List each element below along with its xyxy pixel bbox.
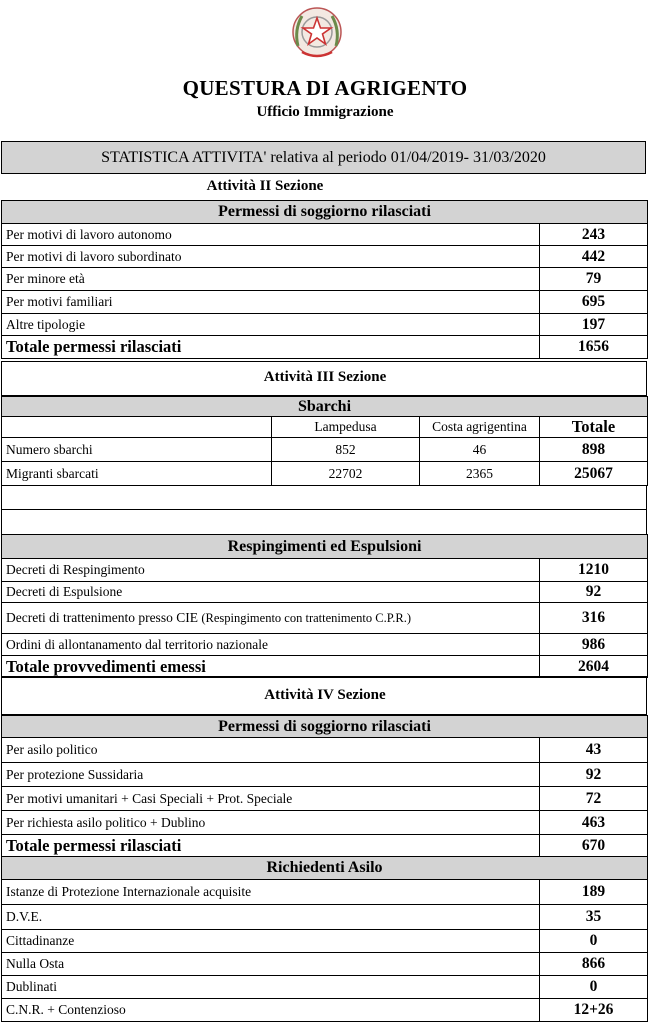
row-label: Cittadinanze — [2, 930, 540, 953]
row-label: Per motivi di lavoro subordinato — [2, 246, 540, 268]
row-label: Migranti sbarcati — [2, 462, 272, 486]
row-value: 35 — [540, 905, 648, 930]
row-value: 92 — [540, 763, 648, 787]
sec2-table — [1, 200, 648, 359]
total-value: 2604 — [540, 656, 648, 678]
row-value: 866 — [540, 953, 648, 976]
row-label: Per motivi umanitari + Casi Speciali + Prot. Speciale — [2, 787, 540, 811]
empty-row — [1, 485, 647, 510]
table-row — [2, 559, 648, 582]
row-value: 79 — [540, 268, 648, 291]
total-label: Totale permessi rilasciati — [2, 336, 540, 359]
row-label: Altre tipologie — [2, 314, 540, 336]
total-value: 1656 — [540, 336, 648, 359]
row-label: Nulla Osta — [2, 953, 540, 976]
total-row — [2, 656, 648, 678]
table-header-row — [2, 857, 648, 880]
row-value: 1210 — [540, 559, 648, 582]
sec4-heading: Permessi di soggiorno rilasciati — [2, 716, 648, 738]
empty-row — [1, 509, 647, 535]
table-header-row — [2, 201, 648, 224]
table-row — [2, 905, 648, 930]
row-value: 189 — [540, 880, 648, 905]
table-row — [2, 953, 648, 976]
row-value: 92 — [540, 582, 648, 603]
row-label: Istanze di Protezione Internazionale acquisite — [2, 880, 540, 905]
sbarchi-heading: Sbarchi — [2, 397, 648, 417]
row-costa: 2365 — [420, 462, 540, 486]
sec4-table — [1, 715, 648, 1022]
row-label: Per motivi di lavoro autonomo — [2, 224, 540, 246]
table-row — [2, 763, 648, 787]
row-value: 243 — [540, 224, 648, 246]
table-row — [2, 880, 648, 905]
row-value: 0 — [540, 976, 648, 999]
row-label: Dublinati — [2, 976, 540, 999]
section-iii-label: Attività III Sezione — [263, 369, 387, 385]
sbarchi-table — [1, 396, 648, 486]
table-row — [2, 582, 648, 603]
total-label: Totale provvedimenti emessi — [2, 656, 540, 678]
table-row — [2, 787, 648, 811]
row-lampedusa: 852 — [272, 438, 420, 462]
table-row — [2, 246, 648, 268]
column-header-lampedusa: Lampedusa — [272, 417, 420, 438]
table-row — [2, 930, 648, 953]
sec2-heading: Permessi di soggiorno rilasciati — [2, 201, 648, 224]
table-row — [2, 224, 648, 246]
row-label-note: (Respingimento con trattenimento C.P.R.) — [201, 611, 412, 625]
column-header-totale: Totale — [540, 417, 648, 438]
respingimenti-table — [1, 534, 648, 678]
empty-header-cell — [2, 417, 272, 438]
row-value: 12+26 — [540, 999, 648, 1022]
table-row — [2, 603, 648, 634]
column-header-costa: Costa agrigentina — [420, 417, 540, 438]
table-row — [2, 314, 648, 336]
row-lampedusa: 22702 — [272, 462, 420, 486]
row-label: Decreti di Espulsione — [2, 582, 540, 603]
row-value: 197 — [540, 314, 648, 336]
table-row — [2, 999, 648, 1022]
respingimenti-heading: Respingimenti ed Espulsioni — [2, 535, 648, 559]
total-value: 670 — [540, 835, 648, 857]
table-row — [2, 811, 648, 835]
row-label: C.N.R. + Contenzioso — [2, 999, 540, 1022]
table-row — [2, 634, 648, 656]
row-label-text: Decreti di trattenimento presso CIE — [6, 610, 198, 625]
row-label: D.V.E. — [2, 905, 540, 930]
row-value: 72 — [540, 787, 648, 811]
page-title: QUESTURA DI AGRIGENTO — [182, 76, 468, 100]
row-value: 0 — [540, 930, 648, 953]
total-label: Totale permessi rilasciati — [2, 835, 540, 857]
table-header-row — [2, 535, 648, 559]
row-label: Per richiesta asilo politico + Dublino — [2, 811, 540, 835]
table-row — [2, 291, 648, 314]
emblem-icon — [286, 2, 348, 64]
table-row — [2, 976, 648, 999]
richiedenti-heading: Richiedenti Asilo — [2, 857, 648, 880]
row-value: 43 — [540, 738, 648, 763]
row-label: Per asilo politico — [2, 738, 540, 763]
row-label: Decreti di Respingimento — [2, 559, 540, 582]
row-value: 316 — [540, 603, 648, 634]
row-value: 695 — [540, 291, 648, 314]
row-totale: 25067 — [540, 462, 648, 486]
row-label: Ordini di allontanamento dal territorio nazionale — [2, 634, 540, 656]
row-label: Per protezione Sussidaria — [2, 763, 540, 787]
table-header-row — [2, 397, 648, 417]
row-totale: 898 — [540, 438, 648, 462]
row-label: Numero sbarchi — [2, 438, 272, 462]
row-value: 442 — [540, 246, 648, 268]
total-row — [2, 336, 648, 359]
table-row — [2, 738, 648, 763]
column-header-row — [2, 417, 648, 438]
table-row — [2, 268, 648, 291]
row-label — [2, 603, 540, 634]
row-label: Per minore età — [2, 268, 540, 291]
period-banner: STATISTICA ATTIVITA' relativa al periodo 01/04/2019- 31/03/2020 — [1, 141, 646, 174]
section-iv-label: Attività IV Sezione — [264, 687, 386, 703]
row-value: 463 — [540, 811, 648, 835]
row-value: 986 — [540, 634, 648, 656]
table-header-row — [2, 716, 648, 738]
row-costa: 46 — [420, 438, 540, 462]
row-label: Per motivi familiari — [2, 291, 540, 314]
table-row — [2, 462, 648, 486]
total-row — [2, 835, 648, 857]
page-subtitle: Ufficio Immigrazione — [256, 104, 394, 120]
table-row — [2, 438, 648, 462]
section-ii-label: Attività II Sezione — [206, 178, 324, 194]
